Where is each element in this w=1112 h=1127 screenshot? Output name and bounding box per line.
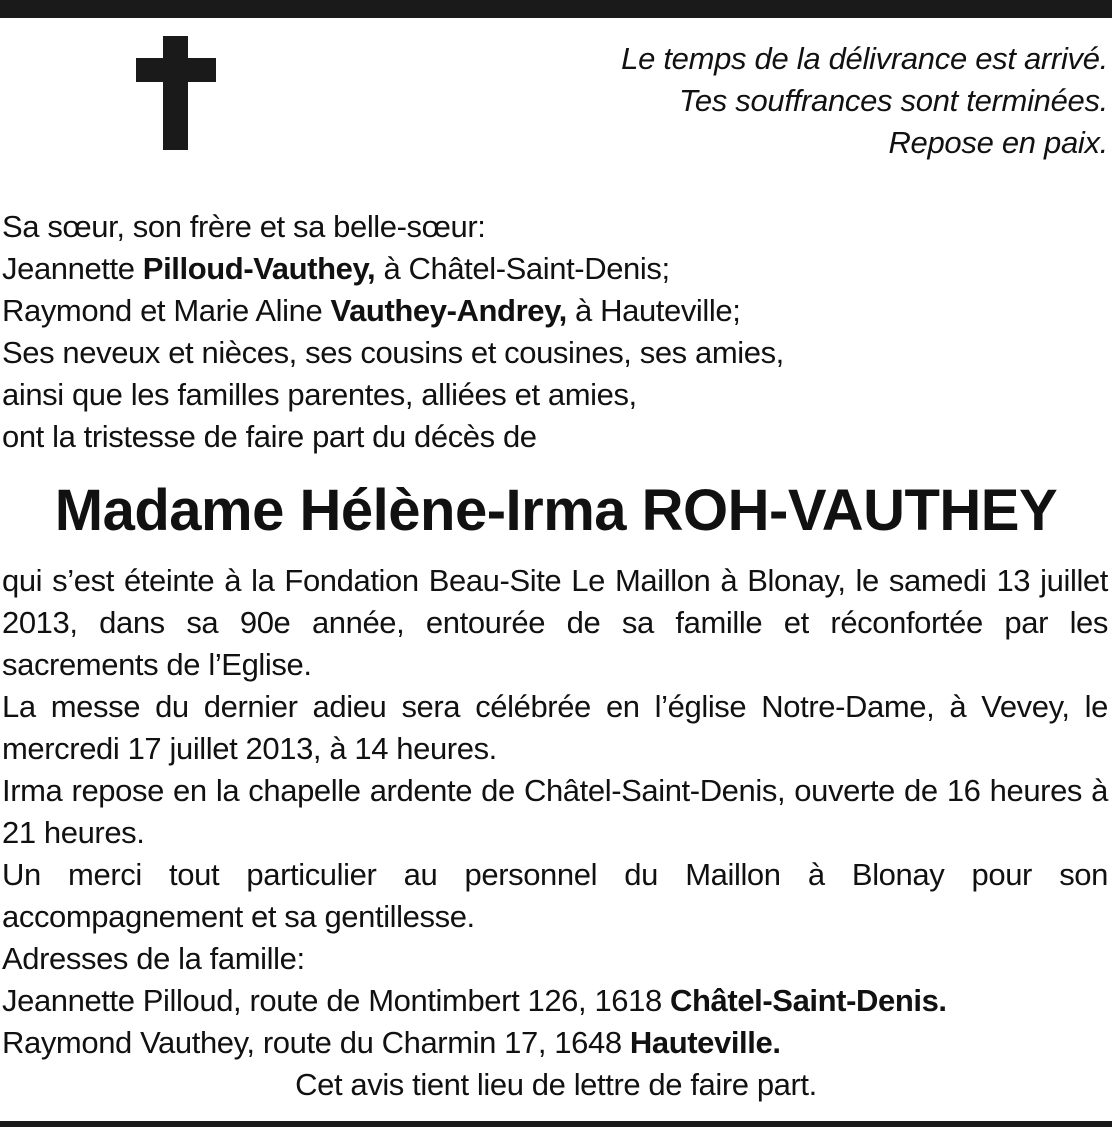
family-line: Ses neveux et nièces, ses cousins et cousines, ses amies, (2, 335, 784, 370)
address-city: Châtel-Saint-Denis. (670, 983, 947, 1018)
family-member: Raymond et Marie Aline Vauthey-Andrey, à Hauteville; (2, 293, 741, 328)
top-rule (0, 0, 1112, 18)
addresses-label: Adresses de la famille: (2, 941, 305, 976)
body-paragraph: Un merci tout particulier au personnel du Maillon à Blonay pour son accompagnement et sa gentillesse. (2, 857, 1108, 934)
body-paragraph: La messe du dernier adieu sera célébrée en l’église Notre-Dame, à Vevey, le mercredi 17 juillet 2013, à 14 heures. (2, 689, 1108, 766)
address-city: Hauteville. (629, 1025, 781, 1060)
family-intro: Sa sœur, son frère et sa belle-sœur: (2, 209, 486, 244)
family-member: Jeannette Pilloud-Vauthey, à Châtel-Saint-Denis; (2, 251, 670, 286)
cross-icon (136, 36, 216, 150)
obituary-body (2, 560, 1108, 1064)
family-line: ont la tristesse de faire part du décès de (2, 419, 537, 454)
deceased-name: Madame Hélène-Irma ROH-VAUTHEY (54, 478, 1058, 543)
body-paragraph: qui s’est éteinte à la Fondation Beau-Site Le Maillon à Blonay, le samedi 13 juillet 2013, dans sa 90e année, entourée de sa famille et réconfortée par les sacrements de l’Eglise. (2, 563, 1108, 682)
epigraph-line: Repose en paix. (888, 125, 1108, 160)
family-member-surname: Vauthey-Andrey, (330, 293, 567, 328)
family-announcement (2, 206, 1110, 458)
family-member-surname: Pilloud-Vauthey, (142, 251, 376, 286)
closing-note: Cet avis tient lieu de lettre de faire part. (295, 1067, 817, 1102)
bottom-rule (0, 1121, 1112, 1127)
epigraph-line: Tes souffrances sont terminées. (679, 83, 1108, 118)
address-line: Raymond Vauthey, route du Charmin 17, 1648 Hauteville. (2, 1025, 781, 1060)
body-paragraph: Irma repose en la chapelle ardente de Châtel-Saint-Denis, ouverte de 16 heures à 21 heures. (2, 773, 1108, 850)
family-line: ainsi que les familles parentes, alliées et amies, (2, 377, 637, 412)
epigraph (408, 38, 1108, 164)
epigraph-line: Le temps de la délivrance est arrivé. (621, 41, 1108, 76)
address-line: Jeannette Pilloud, route de Montimbert 126, 1618 Châtel-Saint-Denis. (2, 983, 947, 1018)
